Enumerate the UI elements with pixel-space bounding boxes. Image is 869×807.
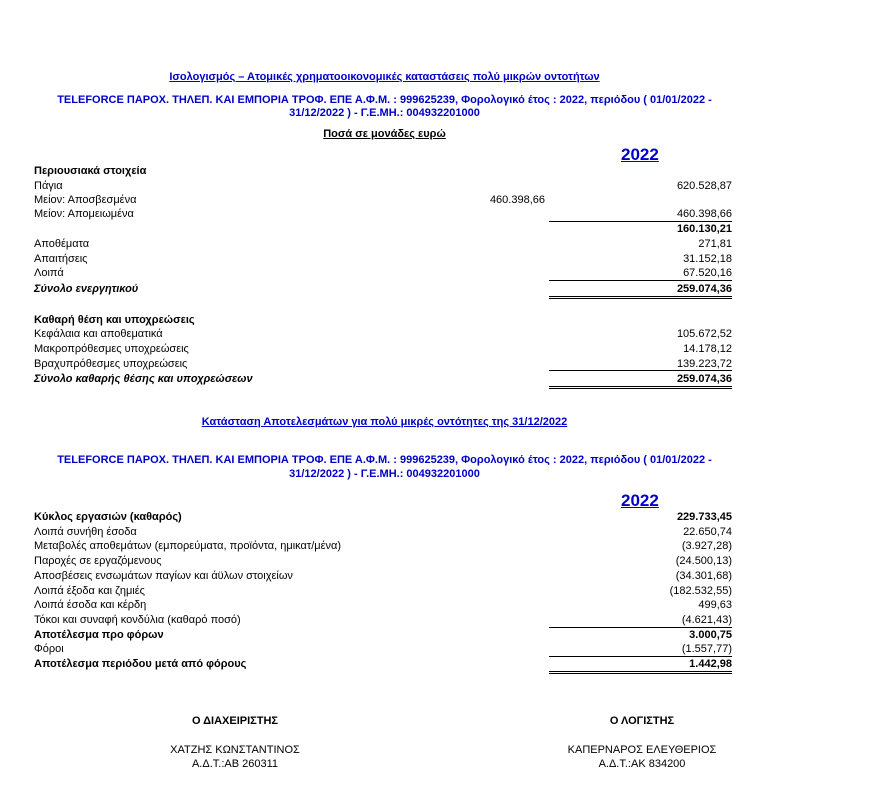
balance-company-line2: 31/12/2022 ) - Γ.Ε.ΜΗ.: 004932201000 bbox=[289, 107, 480, 119]
fixed-assets-label: Πάγια bbox=[34, 180, 63, 192]
income-row-value: 1.442,98 bbox=[689, 658, 732, 670]
income-row-label: Κύκλος εργασιών (καθαρός) bbox=[34, 511, 182, 523]
accountant-id: Α.Δ.Τ.:ΑΚ 834200 bbox=[598, 758, 686, 770]
income-company-line2: 31/12/2022 ) - Γ.Ε.ΜΗ.: 004932201000 bbox=[289, 468, 480, 480]
divider bbox=[549, 280, 732, 281]
balance-year-heading: 2022 bbox=[621, 145, 659, 164]
divider bbox=[549, 388, 732, 389]
income-row-value: (182.532,55) bbox=[669, 585, 732, 597]
inventory-label: Αποθέματα bbox=[34, 238, 90, 250]
total-equity-label: Σύνολο καθαρής θέσης και υποχρεώσεων bbox=[34, 373, 253, 385]
total-assets-label: Σύνολο ενεργητικού bbox=[34, 283, 139, 295]
depreciation-value: 460.398,66 bbox=[489, 194, 545, 206]
impairment-label: Μείον: Απομειωμένα bbox=[34, 208, 134, 220]
income-row-value: (4.621,43) bbox=[681, 614, 732, 626]
divider bbox=[549, 671, 732, 672]
capital-value: 105.672,52 bbox=[676, 328, 732, 340]
currency-note: Ποσά σε μονάδες ευρώ bbox=[323, 128, 446, 140]
manager-id: Α.Δ.Τ.:ΑΒ 260311 bbox=[191, 758, 279, 770]
income-title: Κατάσταση Αποτελεσμάτων για πολύ μικρές οντότητες της 31/12/2022 bbox=[201, 416, 568, 428]
divider bbox=[549, 298, 732, 299]
capital-label: Κεφάλαια και αποθεματικά bbox=[34, 328, 163, 340]
income-row-value: 3.000,75 bbox=[689, 629, 732, 641]
income-row-label: Παροχές σε εργαζόμενους bbox=[34, 555, 162, 567]
divider bbox=[549, 386, 732, 387]
income-row-label: Φόροι bbox=[34, 643, 64, 655]
shortterm-liabilities-label: Βραχυπρόθεσμες υποχρεώσεις bbox=[34, 358, 188, 370]
income-row-value: (1.557,77) bbox=[681, 643, 732, 655]
impairment-value: 460.398,66 bbox=[676, 208, 732, 220]
income-row-label: Αποσβέσεις ενσωμάτων παγίων και άϋλων στοιχείων bbox=[34, 570, 293, 582]
income-row-value: 499,63 bbox=[698, 599, 732, 611]
income-year-heading: 2022 bbox=[621, 491, 659, 510]
other-assets-label: Λοιπά bbox=[34, 267, 64, 279]
receivables-label: Απαιτήσεις bbox=[34, 253, 88, 265]
longterm-liabilities-value: 14.178,12 bbox=[683, 343, 732, 355]
manager-title: Ο ΔΙΑΧΕΙΡΙΣΤΗΣ bbox=[191, 715, 279, 727]
divider bbox=[549, 673, 732, 674]
income-company-line1: TELEFORCE ΠΑΡΟΧ. ΤΗΛΕΠ. ΚΑΙ ΕΜΠΟΡΙΑ ΤΡΟΦ. ΕΠΕ Α.Φ.Μ. : 999625239, Φορολογικό έτος : 2022, περιόδου ( 01/01/2022 - bbox=[57, 454, 712, 466]
balance-company-line1: TELEFORCE ΠΑΡΟΧ. ΤΗΛΕΠ. ΚΑΙ ΕΜΠΟΡΙΑ ΤΡΟΦ. ΕΠΕ Α.Φ.Μ. : 999625239, Φορολογικό έτος : 2022, περιόδου ( 01/01/2022 - bbox=[57, 94, 712, 106]
depreciation-label: Μείον: Αποσβεσμένα bbox=[34, 194, 137, 206]
income-row-value: (24.500,13) bbox=[675, 555, 732, 567]
accountant-name: ΚΑΠΕΡΝΑΡΟΣ ΕΛΕΥΘΕΡΙΟΣ bbox=[567, 744, 717, 756]
accountant-title: Ο ΛΟΓΙΣΤΗΣ bbox=[609, 715, 675, 727]
shortterm-liabilities-value: 139.223,72 bbox=[676, 358, 732, 370]
fixed-assets-value: 620.528,87 bbox=[676, 180, 732, 192]
total-equity-value: 259.074,36 bbox=[676, 373, 732, 385]
inventory-value: 271,81 bbox=[698, 238, 732, 250]
income-row-label: Αποτέλεσμα περιόδου μετά από φόρους bbox=[34, 658, 247, 670]
balance-title: Ισολογισμός – Ατομικές χρηματοοικονομικές καταστάσεις πολύ μικρών οντοτήτων bbox=[169, 71, 600, 83]
divider bbox=[549, 296, 732, 297]
income-row-label: Λοιπά έξοδα και ζημιές bbox=[34, 585, 145, 597]
divider bbox=[549, 370, 732, 371]
income-row-label: Λοιπά έσοδα και κέρδη bbox=[34, 599, 147, 611]
longterm-liabilities-label: Μακροπρόθεσμες υποχρεώσεις bbox=[34, 343, 189, 355]
total-assets-value: 259.074,36 bbox=[676, 283, 732, 295]
income-row-value: 229.733,45 bbox=[676, 511, 732, 523]
income-row-value: (3.927,28) bbox=[681, 540, 732, 552]
income-row-value: (34.301,68) bbox=[675, 570, 732, 582]
net-fixed-assets-value: 160.130,21 bbox=[676, 223, 732, 235]
equity-heading: Καθαρή θέση και υποχρεώσεις bbox=[34, 314, 195, 326]
receivables-value: 31.152,18 bbox=[683, 253, 732, 265]
other-assets-value: 67.520,16 bbox=[683, 267, 732, 279]
assets-heading: Περιουσιακά στοιχεία bbox=[34, 165, 147, 177]
income-row-value: 22.650,74 bbox=[683, 526, 732, 538]
income-row-label: Αποτέλεσμα προ φόρων bbox=[34, 629, 164, 641]
income-row-label: Λοιπά συνήθη έσοδα bbox=[34, 526, 137, 538]
manager-name: ΧΑΤΖΗΣ ΚΩΝΣΤΑΝΤΙΝΟΣ bbox=[170, 744, 300, 756]
income-row-label: Τόκοι και συναφή κονδύλια (καθαρό ποσό) bbox=[34, 614, 241, 626]
income-row-label: Μεταβολές αποθεμάτων (εμπορεύματα, προϊόντα, ημικατ/μένα) bbox=[34, 540, 342, 552]
